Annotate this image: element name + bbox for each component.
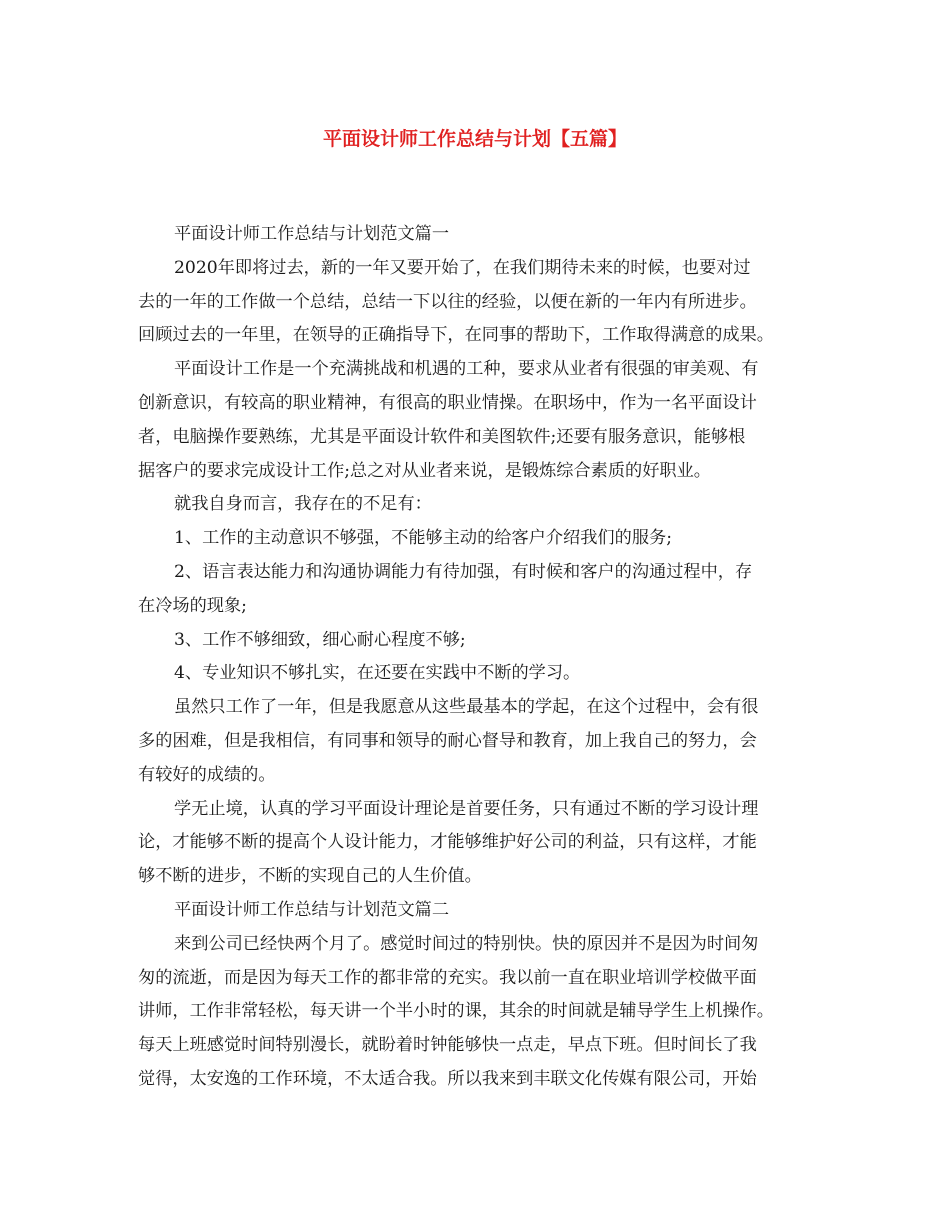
text-line: 就我自身而言，我存在的不足有： xyxy=(174,494,432,515)
text-line: 2、语言表达能力和沟通协调能力有待加强，有时候和客户的沟通过程中，存 xyxy=(174,561,753,582)
text-line: 匆的流逝，而是因为每天工作的都非常的充实。我以前一直在职业培训学校做平面 xyxy=(138,967,757,988)
text-line: 平面设计工作是一个充满挑战和机遇的工种，要求从业者有很强的审美观、有 xyxy=(174,359,759,380)
text-line: 有较好的成绩的。 xyxy=(138,764,276,785)
text-line: 创新意识，有较高的职业精神，有很高的职业情操。在职场中，作为一名平面设计 xyxy=(138,392,757,413)
text-line: 讲师，工作非常轻松，每天讲一个半小时的课，其余的时间就是辅导学生上机操作。 xyxy=(138,1001,774,1022)
text-line: 觉得，太安逸的工作环境，不太适合我。所以我来到丰联文化传媒有限公司，开始 xyxy=(138,1068,757,1089)
text-line: 2020年即将过去，新的一年又要开始了，在我们期待未来的时候，也要对过 xyxy=(174,257,751,278)
text-line: 3、工作不够细致，细心耐心程度不够; xyxy=(174,629,466,650)
text-line: 学无止境，认真的学习平面设计理论是首要任务，只有通过不断的学习设计理 xyxy=(174,798,759,819)
text-line: 论，才能够不断的提高个人设计能力，才能够维护好公司的利益，只有这样，才能 xyxy=(138,832,757,853)
document-body xyxy=(138,218,830,1097)
text-line: 在冷场的现象; xyxy=(138,595,247,616)
text-line: 每天上班感觉时间特别漫长，就盼着时钟能够快一点走，早点下班。但时间长了我 xyxy=(138,1035,757,1056)
text-line: 4、专业知识不够扎实，在还要在实践中不断的学习。 xyxy=(174,663,581,684)
text-line: 1、工作的主动意识不够强，不能够主动的给客户介绍我们的服务; xyxy=(174,528,672,549)
text-line: 平面设计师工作总结与计划范文篇一 xyxy=(174,224,450,244)
text-line: 来到公司已经快两个月了。感觉时间过的特别快。快的原因并不是因为时间匆 xyxy=(174,933,759,954)
document-title: 平面设计师工作总结与计划【五篇】 xyxy=(322,128,627,150)
text-line: 平面设计师工作总结与计划范文篇二 xyxy=(174,899,450,920)
text-line: 者，电脑操作要熟练，尤其是平面设计软件和美图软件;还要有服务意识，能够根 xyxy=(138,426,746,447)
text-line: 多的困难，但是我相信，有同事和领导的耐心督导和教育，加上我自己的努力，会 xyxy=(138,730,757,751)
text-line: 据客户的要求完成设计工作;总之对从业者来说，是锻炼综合素质的好职业。 xyxy=(138,460,711,481)
text-line: 回顾过去的一年里，在领导的正确指导下，在同事的帮助下，工作取得满意的成果。 xyxy=(138,325,774,346)
text-line: 虽然只工作了一年，但是我愿意从这些最基本的学起，在这个过程中，会有很 xyxy=(174,697,759,718)
text-line: 够不断的进步，不断的实现自己的人生价值。 xyxy=(138,866,482,887)
text-line: 去的一年的工作做一个总结，总结一下以往的经验，以便在新的一年内有所进步。 xyxy=(138,291,757,312)
